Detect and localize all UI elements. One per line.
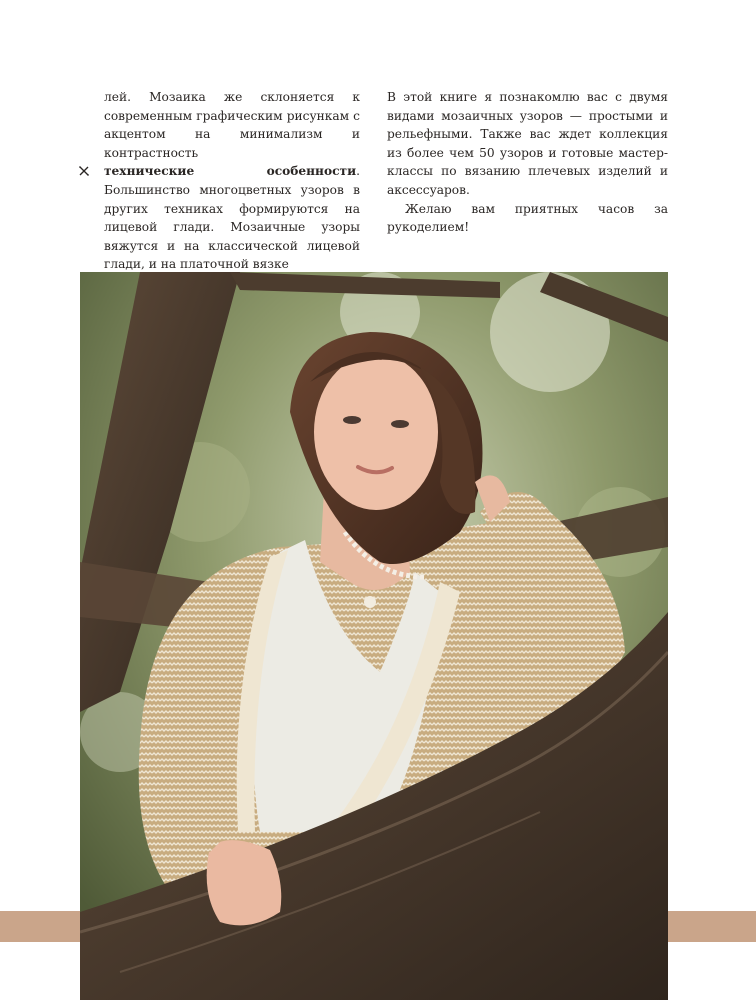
right-paragraph-2: Желаю вам приятных часов за рукоделием! xyxy=(387,201,668,235)
right-text-column xyxy=(387,88,668,237)
bullet-text: . Большинство многоцветных узоров в других техниках формируются на лицевой глади. Мозаичные узоры вяжутся и на классической лицевой глади, и на платочной вязке xyxy=(104,164,360,272)
left-paragraph-1: лей. Мозаика же склоняется к современным графическим рисункам с акцентом на минимализм и контрастность xyxy=(104,90,360,160)
bullet-item xyxy=(104,162,360,274)
cross-x-icon xyxy=(78,162,92,180)
accent-band-right xyxy=(666,911,756,942)
right-paragraph-1: В этой книге я познакомлю вас с двумя видами мозаичных узоров — простыми и рельефными. Также вас ждет коллекция из более чем 50 узоров и готовые мастер-классы по вязанию плечевых изделий и аксессуаров. xyxy=(387,90,668,197)
left-text-column xyxy=(104,88,360,274)
bullet-bold-term: технические особенности xyxy=(104,164,357,179)
portrait-photo xyxy=(80,272,668,1000)
accent-band-left xyxy=(0,911,82,942)
